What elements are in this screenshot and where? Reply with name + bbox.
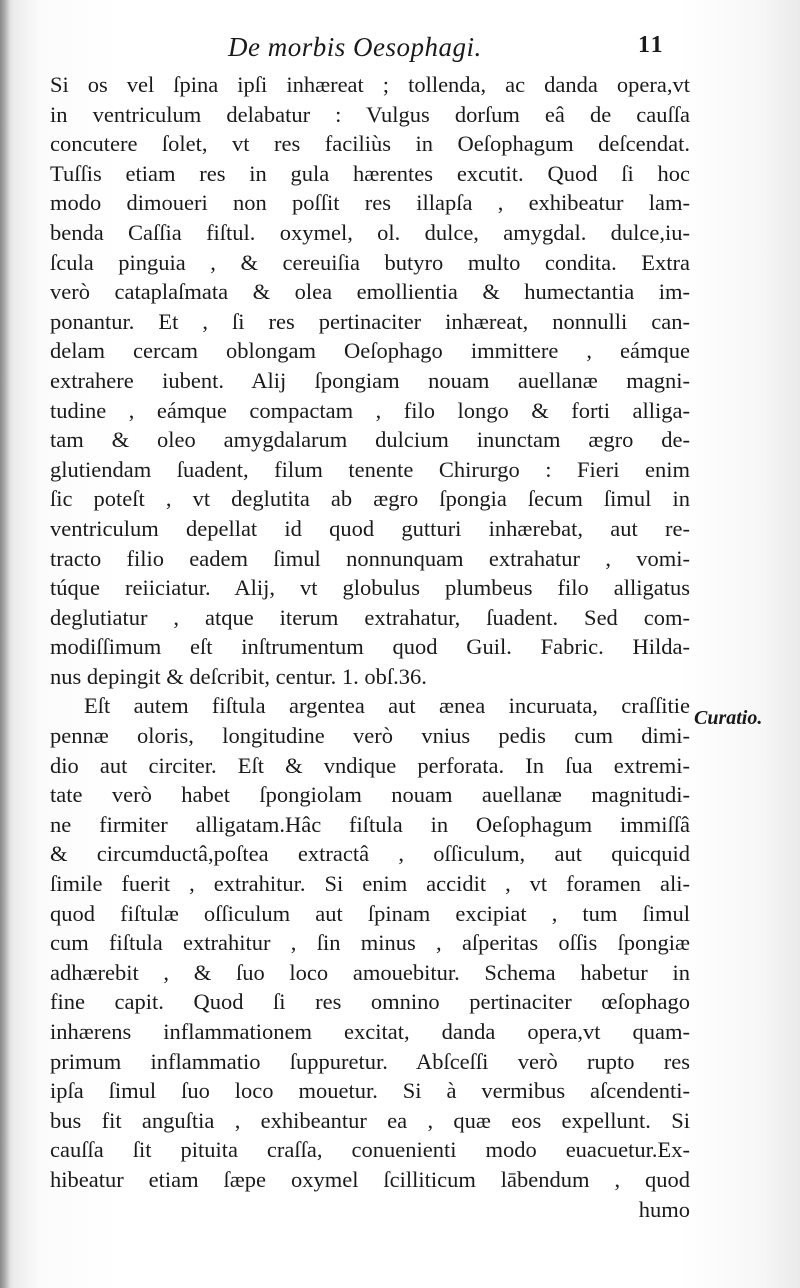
text-line: Si os vel ſpina ipſi inhæreat ; tollenda, ac danda opera,vt — [50, 72, 690, 97]
text-line: adhærebit , & ſuo loco amouebitur. Schema habetur in — [50, 959, 690, 985]
text-line: tudine , eámque compactam , filo longo & forti alliga- — [50, 397, 690, 423]
text-line: túque reiiciatur. Alij, vt globulus plumbeus filo alligatus — [50, 575, 690, 601]
text-line: nus depingit & deſcribit, centur. 1. obſ.36. — [50, 663, 427, 689]
body-text — [50, 70, 690, 1224]
text-line: Tuſſis etiam res in gula hærentes excutit. Quod ſi hoc — [50, 160, 690, 186]
text-line: in ventriculum delabatur : Vulgus dorſum eâ de cauſſa — [50, 101, 690, 127]
text-line: cauſſa ſit pituita craſſa, conuenienti modo euacuetur.Ex- — [50, 1137, 690, 1163]
text-line: modiſſimum eſt inſtrumentum quod Guil. Fabric. Hilda- — [50, 634, 690, 660]
text-line: inhærens inflammationem excitat, danda opera,vt quam- — [50, 1019, 690, 1044]
text-line: ſic poteſt , vt deglutita ab ægro ſpongia ſecum ſimul in — [50, 486, 690, 512]
text-line: cum fiſtula extrahitur , ſin minus , aſperitas oſſis ſpongiæ — [50, 930, 690, 956]
running-title: De morbis Oesophagi. — [228, 32, 482, 62]
paragraph-first-line: Eſt autem fiſtula argentea aut ænea incuruata, craſſitie — [84, 693, 690, 719]
text-line: modo dimoueri non poſſit res illapſa , exhibeatur lam- — [50, 190, 690, 216]
text-line: primum inflammatio ſuppuretur. Abſceſſi verò rupto res — [50, 1048, 690, 1074]
text-line: tracto filio eadem ſimul nonnunquam extrahatur , vomi- — [50, 545, 690, 571]
text-line: ne firmiter alligatam.Hâc fiſtula in Oeſophagum immiſſâ — [50, 811, 690, 837]
text-line: tam & oleo amygdalarum dulcium inunctam ægro de- — [50, 427, 690, 453]
gutter-shadow — [0, 0, 10, 1288]
text-line: dio aut circiter. Eſt & vndique perforata. In ſua extremi- — [50, 752, 690, 778]
text-line: hibeatur etiam ſæpe oxymel ſcilliticum lābendum , quod — [50, 1166, 690, 1192]
text-line: benda Caſſia fiſtul. oxymel, ol. dulce, amygdal. dulce,iu- — [50, 219, 690, 245]
text-line: tate verò habet ſpongiolam nouam auellanæ magnitudi- — [50, 782, 690, 808]
catchword: humo — [638, 1196, 690, 1222]
text-line: & circumductâ,poſtea extractâ , oſſiculum, aut quicquid — [50, 841, 690, 867]
text-line: ventriculum depellat id quod gutturi inhærebat, aut re- — [50, 515, 690, 541]
text-line: ipſa ſimul ſuo loco mouetur. Si à vermibus aſcendenti- — [50, 1078, 690, 1104]
text-line: quod fiſtulæ oſſiculum aut ſpinam excipiat , tum ſimul — [50, 900, 690, 926]
page-number: 11 — [638, 32, 665, 58]
text-line: pennæ oloris, longitudine verò vnius pedis cum dimi- — [50, 723, 690, 749]
text-line: deglutiatur , atque iterum extrahatur, ſuadent. Sed com- — [50, 604, 690, 630]
text-line: ponantur. Et , ſi res pertinaciter inhæreat, nonnulli can- — [50, 308, 690, 334]
text-line: concutere ſolet, vt res faciliùs in Oeſophagum deſcendat. — [50, 131, 690, 157]
text-line: extrahere iubent. Alij ſpongiam nouam auellanæ magni- — [50, 367, 690, 393]
text-line: ſimile fuerit , extrahitur. Si enim accidit , vt foramen ali- — [50, 871, 690, 897]
text-line: fine capit. Quod ſi res omnino pertinaciter œſophago — [50, 989, 690, 1015]
text-line: verò cataplaſmata & olea emollientia & humectantia im- — [50, 279, 690, 305]
text-line: glutiendam ſuadent, filum tenente Chirurgo : Fieri enim — [50, 456, 690, 482]
text-line: bus fit anguſtia , exhibeantur ea , quæ eos expellunt. Si — [50, 1107, 690, 1133]
text-line: ſcula pinguia , & cereuiſia butyro multo condita. Extra — [50, 249, 690, 275]
text-line: delam cercam oblongam Oeſophago immittere , eámque — [50, 338, 690, 364]
page-header — [0, 28, 800, 68]
marginal-note: Curatio. — [694, 707, 763, 729]
